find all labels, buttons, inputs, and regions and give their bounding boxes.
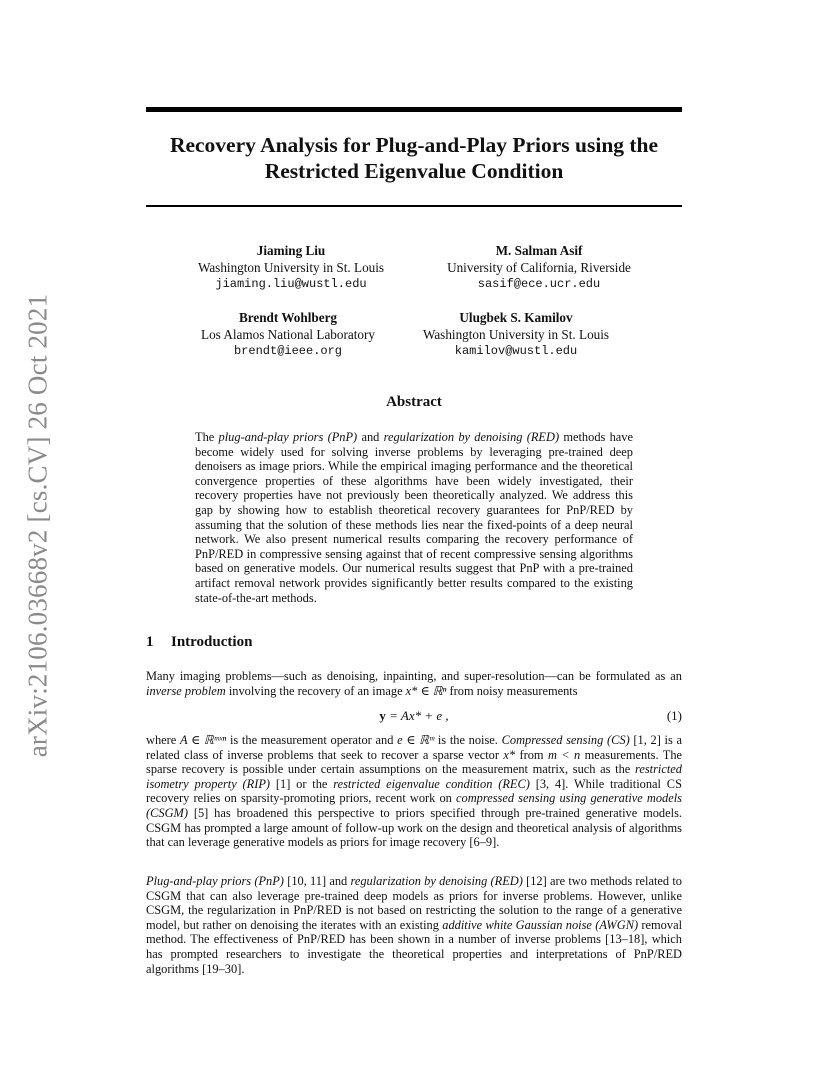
title-bottom-rule [146,205,682,207]
author-affiliation: University of California, Riverside [447,259,631,275]
equation-number: (1) [666,708,682,723]
author-affiliation: Washington University in St. Louis [422,326,610,342]
author-name: Ulugbek S. Kamilov [459,310,573,325]
author-email: kamilov@wustl.edu [454,344,578,358]
author-name: Brendt Wohlberg [238,310,338,325]
equation-1: y = Ax* + e , (1) [379,708,682,723]
intro-paragraph-3: Plug-and-play priors (PnP) [10, 11] and regularization by denoising (RED) [12] are two methods related to CSGM that can also leverage pre-trained deep models as priors for inverse problems. However, unlike CSGM, the regularization in PnP/RED is not based on restricting the solution to the range of a generative model, but rather on denoising the iterates with an existing additive white Gaussian noise (AWGN) removal method. The effectiveness of PnP/RED has been shown in a number of inverse problems [13–18], which has prompted researchers to investigate the theoretical properties and interpretations of PnP/RED algorithms [19–30]. [146,874,683,976]
author-name: Jiaming Liu [256,243,326,258]
abstract-text: The plug-and-play priors (PnP) and regularization by denoising (RED) methods have become widely used for solving inverse problems by leveraging pre-trained deep denoisers as image priors. While the empirical imaging performance and the theoretical convergence properties of these algorithms have been widely investigated, their recovery properties have not previously been theoretically analyzed. We address this gap by showing how to establish theoretical recovery guarantees for PnP/RED by assuming that the solution of these methods lies near the fixed-points of a deep neural network. We also present numerical results comparing the recovery performance of PnP/RED in compressive sensing against that of recent compressive sensing algorithms based on generative models. Our numerical results suggest that PnP with a pre-trained artifact removal network provides significantly better results compared to the existing state-of-the-art methods. [195,430,633,605]
title-top-rule [146,107,682,112]
author-affiliation: Washington University in St. Louis [197,259,385,275]
author-affiliation: Los Alamos National Laboratory [201,326,375,342]
author-email: brendt@ieee.org [233,344,343,358]
author-name: M. Salman Asif [495,243,583,258]
intro-paragraph-2: where A ∈ ℝᵐˣⁿ is the measurement operator and e ∈ ℝᵐ is the noise. Compressed sensing (CS) [1, 2] is a related class of inverse problems that seek to recover a sparse vector x* from m < n measurements. The sparse recovery is possible under certain assumptions on the measurement matrix, such as the restricted isometry property (RIP) [1] or the restricted eigenvalue condition (REC) [3, 4]. While traditional CS recovery relies on sparsity-promoting priors, recent work on compressed sensing using generative models (CSGM) [5] has broadened this perspective to priors specified through pre-trained generative models. CSGM has prompted a large amount of follow-up work on the design and theoretical analysis of algorithms that can leverage generative models as priors for image recovery [6–9]. [146,733,683,850]
author-block [381,310,651,360]
section-heading: 1 Introduction [146,634,253,650]
author-block [156,243,426,293]
paper-title: Recovery Analysis for Plug-and-Play Priors using the Restricted Eigenvalue Condition [169,133,659,183]
intro-paragraph-1: Many imaging problems—such as denoising, inpainting, and super-resolution—can be formulated as an inverse problem involving the recovery of an image x* ∈ ℝⁿ from noisy measurements [146,669,682,698]
abstract-heading: Abstract [386,394,442,410]
author-email: jiaming.liu@wustl.edu [215,277,367,291]
arxiv-stamp: arXiv:2106.03668v2 [cs.CV] 26 Oct 2021 [22,293,53,757]
author-email: sasif@ece.ucr.edu [477,277,601,291]
author-block [404,243,674,293]
